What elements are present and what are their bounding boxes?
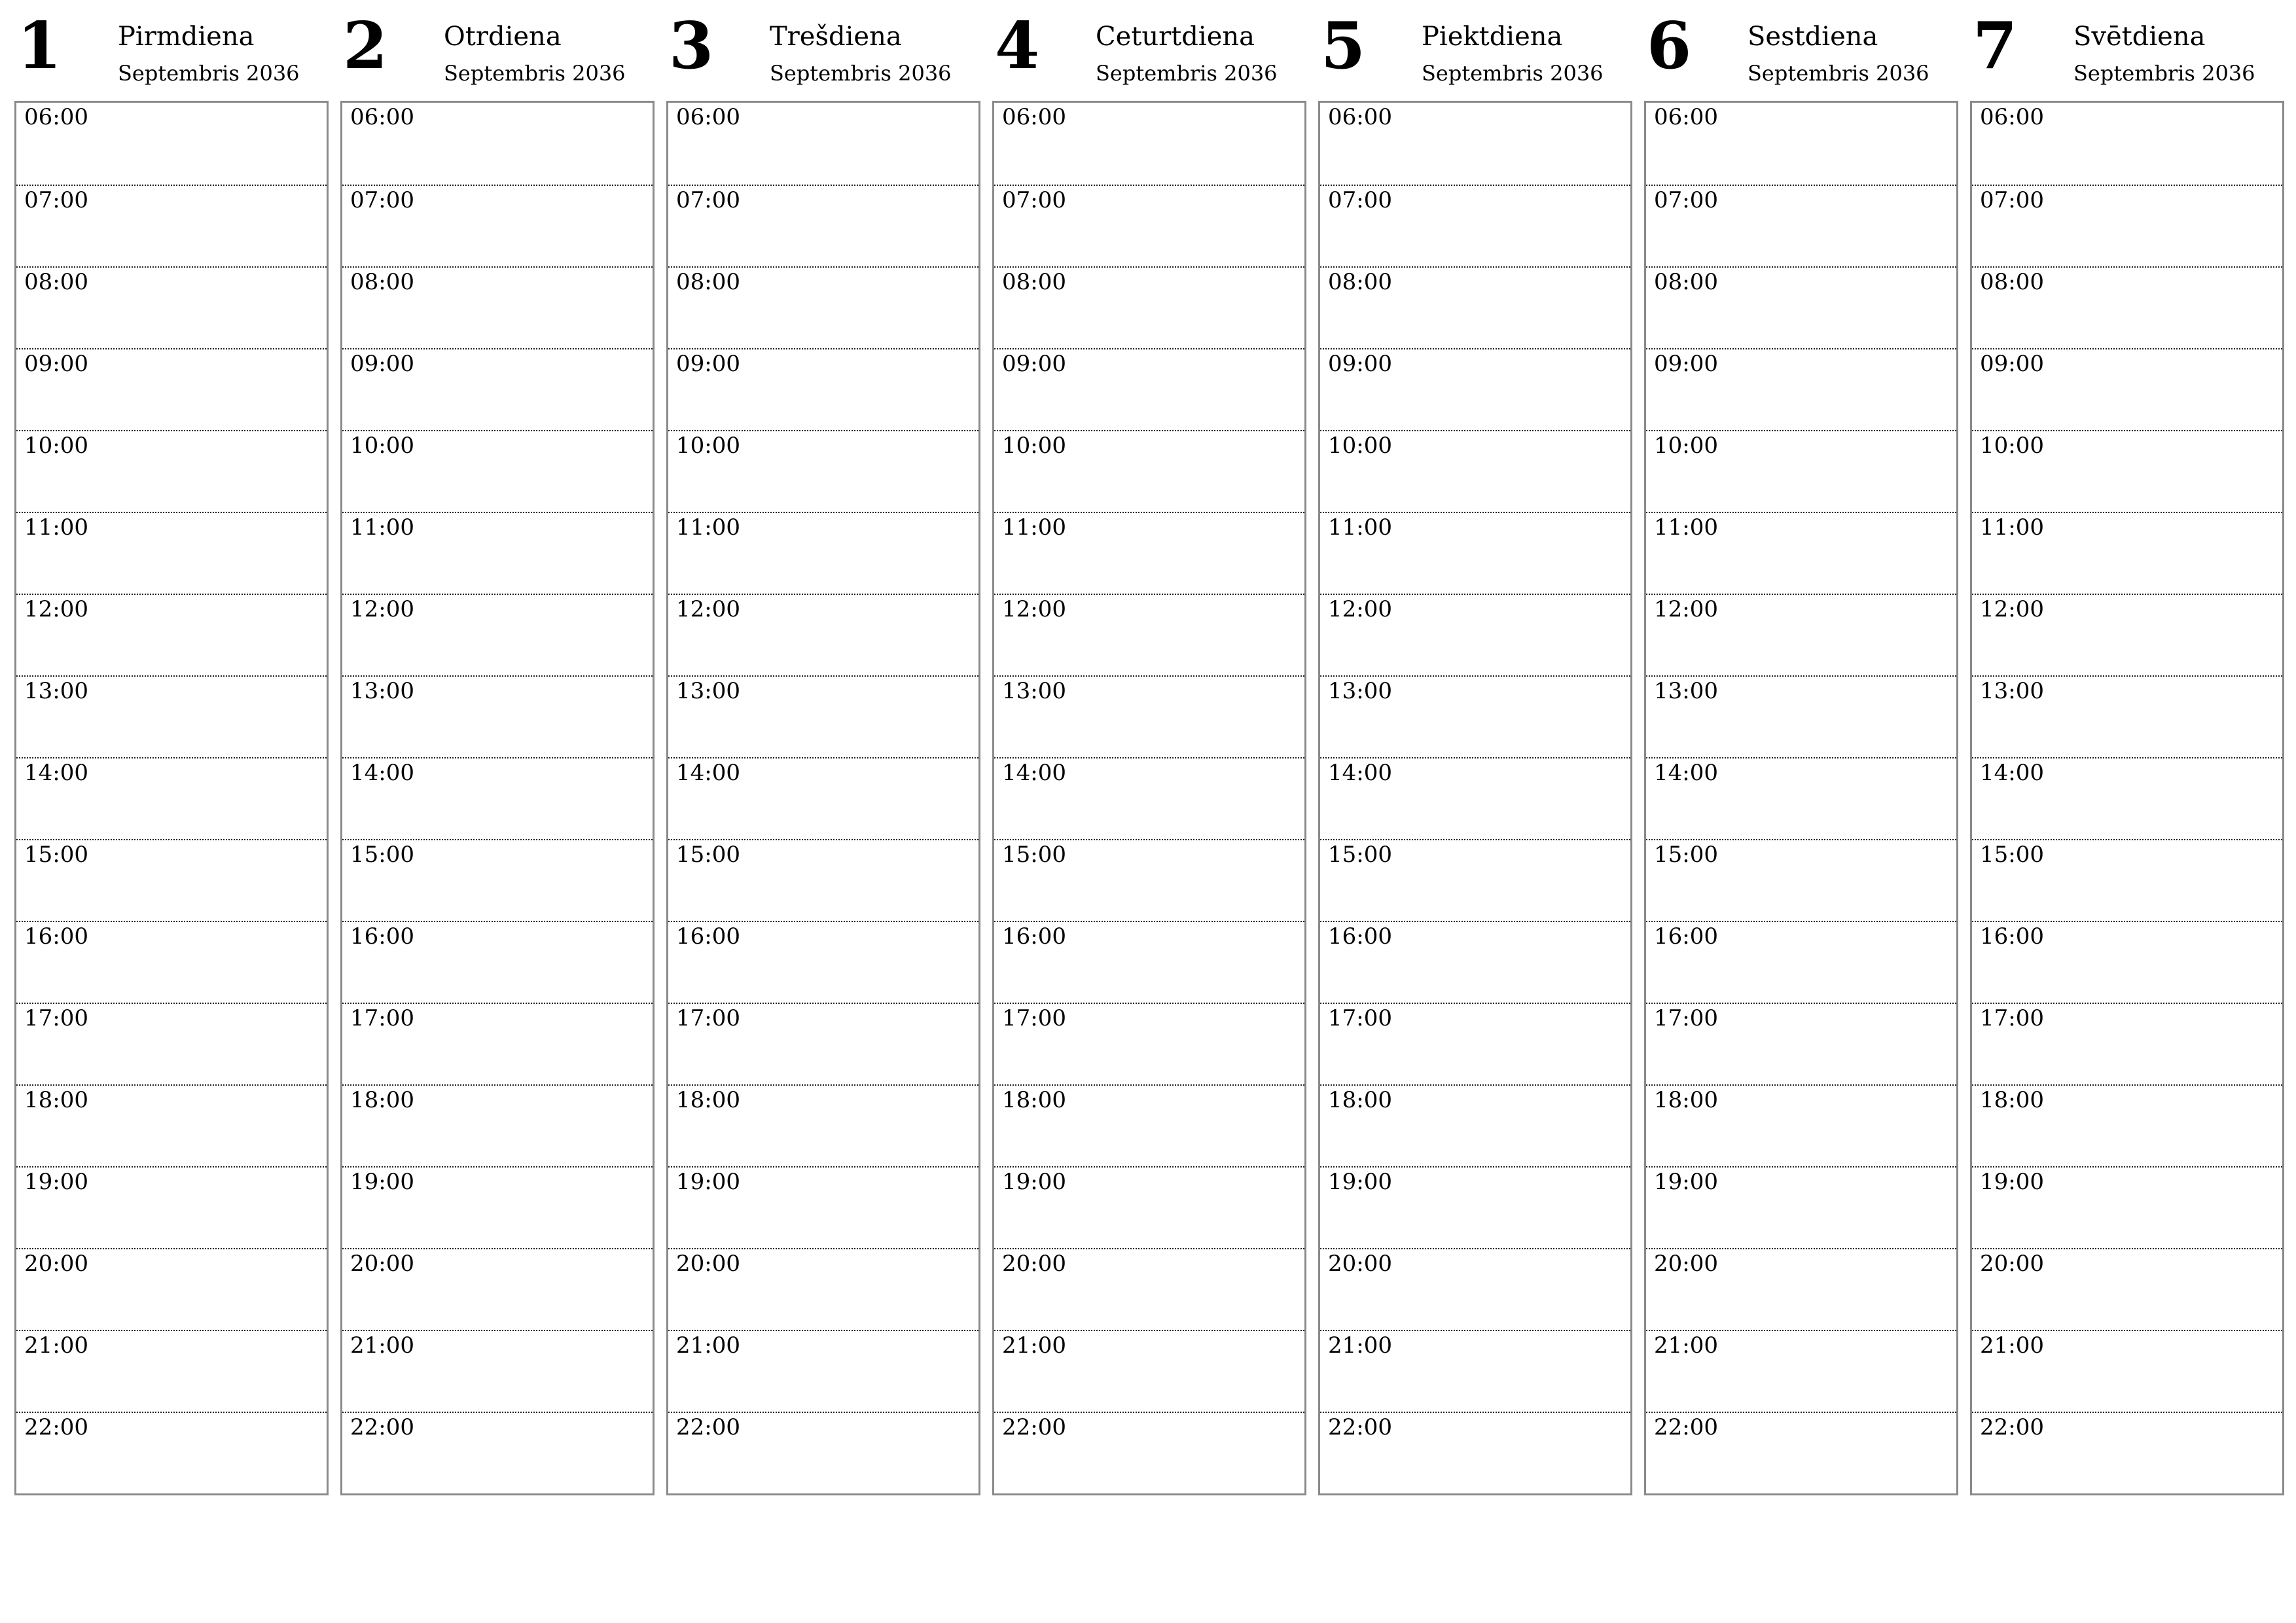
time-slot-label: 21:00 — [676, 1332, 740, 1359]
time-slot-label: 17:00 — [676, 1005, 740, 1031]
time-slot-label: 11:00 — [1980, 514, 2044, 541]
day-number: 2 — [343, 9, 388, 84]
day-column — [340, 0, 653, 1502]
time-slot-label: 20:00 — [1002, 1251, 1066, 1277]
time-slot-label: 11:00 — [1328, 514, 1392, 541]
time-slot — [1320, 921, 1630, 1003]
time-slot — [342, 266, 653, 348]
time-slot — [1320, 594, 1630, 675]
day-header — [1318, 0, 1631, 98]
day-name: Ceturtdiena — [1096, 22, 1255, 52]
time-slot-label: 20:00 — [1328, 1251, 1392, 1277]
time-slot — [16, 921, 327, 1003]
time-slot — [1646, 103, 1956, 185]
time-slot-label: 08:00 — [1980, 269, 2044, 295]
time-slot — [1972, 1330, 2282, 1412]
day-schedule-box — [1644, 101, 1958, 1495]
time-slot-label: 16:00 — [1002, 923, 1066, 950]
time-slot-label: 15:00 — [1654, 842, 1718, 868]
day-schedule-box — [992, 101, 1306, 1495]
weekly-planner — [14, 0, 2283, 1505]
time-slot-label: 16:00 — [1328, 923, 1392, 950]
time-slot — [994, 103, 1304, 185]
day-schedule-box — [1970, 101, 2284, 1495]
time-slot — [16, 1084, 327, 1166]
time-slot-label: 11:00 — [1002, 514, 1066, 541]
time-slot-label: 07:00 — [1980, 187, 2044, 213]
time-slot-label: 18:00 — [1654, 1087, 1718, 1113]
time-slot-label: 06:00 — [350, 104, 414, 130]
time-slot-label: 17:00 — [1002, 1005, 1066, 1031]
time-slot-label: 21:00 — [1654, 1332, 1718, 1359]
time-slot — [1320, 1084, 1630, 1166]
time-slot-label: 18:00 — [350, 1087, 414, 1113]
time-slot-label: 13:00 — [1328, 678, 1392, 704]
day-column — [14, 0, 327, 1502]
day-name: Sestdiena — [1748, 22, 1878, 52]
time-slot-label: 10:00 — [350, 433, 414, 459]
time-slot-label: 09:00 — [1654, 351, 1718, 377]
day-name: Trešdiena — [770, 22, 902, 52]
time-slot — [1972, 1412, 2282, 1493]
time-slot — [16, 675, 327, 757]
time-slot-label: 18:00 — [24, 1087, 88, 1113]
time-slot — [994, 512, 1304, 594]
day-month-label: Septembris 2036 — [118, 61, 300, 86]
time-slot — [994, 1330, 1304, 1412]
time-slot — [1646, 512, 1956, 594]
time-slot — [1646, 594, 1956, 675]
time-slot — [1646, 266, 1956, 348]
time-slot-label: 15:00 — [24, 842, 88, 868]
time-slot — [1646, 675, 1956, 757]
day-number: 1 — [17, 9, 62, 84]
time-slot — [668, 757, 978, 839]
day-header — [666, 0, 979, 98]
time-slot — [16, 839, 327, 921]
time-slot-label: 14:00 — [24, 760, 88, 786]
time-slot — [16, 266, 327, 348]
time-slot — [342, 1248, 653, 1330]
time-slot-label: 06:00 — [1654, 104, 1718, 130]
time-slot — [1972, 266, 2282, 348]
time-slot-label: 12:00 — [1002, 596, 1066, 622]
time-slot — [342, 757, 653, 839]
day-schedule-box — [1318, 101, 1632, 1495]
time-slot — [668, 1412, 978, 1493]
time-slot — [342, 512, 653, 594]
time-slot — [342, 103, 653, 185]
time-slot-label: 21:00 — [1328, 1332, 1392, 1359]
time-slot-label: 19:00 — [1654, 1169, 1718, 1195]
time-slot-label: 09:00 — [676, 351, 740, 377]
time-slot — [16, 1166, 327, 1248]
time-slot-label: 18:00 — [1328, 1087, 1392, 1113]
time-slot — [1320, 1330, 1630, 1412]
day-column — [1318, 0, 1631, 1502]
day-schedule-box — [340, 101, 655, 1495]
day-header — [14, 0, 327, 98]
time-slot-label: 11:00 — [24, 514, 88, 541]
time-slot-label: 10:00 — [1002, 433, 1066, 459]
time-slot-label: 09:00 — [1328, 351, 1392, 377]
time-slot-label: 16:00 — [350, 923, 414, 950]
time-slot — [1320, 839, 1630, 921]
time-slot-label: 08:00 — [350, 269, 414, 295]
time-slot-label: 21:00 — [24, 1332, 88, 1359]
time-slot-label: 19:00 — [350, 1169, 414, 1195]
time-slot-label: 07:00 — [1002, 187, 1066, 213]
time-slot-label: 09:00 — [350, 351, 414, 377]
day-header — [1644, 0, 1957, 98]
time-slot — [16, 512, 327, 594]
time-slot — [994, 266, 1304, 348]
time-slot-label: 18:00 — [1980, 1087, 2044, 1113]
time-slot — [1972, 1003, 2282, 1084]
time-slot — [994, 1248, 1304, 1330]
time-slot-label: 07:00 — [24, 187, 88, 213]
time-slot — [668, 1003, 978, 1084]
time-slot-label: 20:00 — [676, 1251, 740, 1277]
time-slot-label: 09:00 — [1980, 351, 2044, 377]
time-slot — [342, 1412, 653, 1493]
time-slot — [668, 1166, 978, 1248]
time-slot — [1320, 430, 1630, 512]
time-slot — [1320, 512, 1630, 594]
time-slot-label: 14:00 — [676, 760, 740, 786]
day-schedule-box — [666, 101, 980, 1495]
time-slot-label: 15:00 — [676, 842, 740, 868]
time-slot — [1320, 1003, 1630, 1084]
time-slot — [342, 348, 653, 430]
time-slot — [1972, 1084, 2282, 1166]
time-slot — [1972, 348, 2282, 430]
time-slot — [668, 266, 978, 348]
time-slot-label: 13:00 — [24, 678, 88, 704]
time-slot-label: 09:00 — [1002, 351, 1066, 377]
day-month-label: Septembris 2036 — [444, 61, 626, 86]
time-slot — [994, 1003, 1304, 1084]
time-slot — [1972, 1248, 2282, 1330]
time-slot — [668, 1084, 978, 1166]
time-slot — [668, 594, 978, 675]
time-slot-label: 08:00 — [1002, 269, 1066, 295]
time-slot — [1646, 1412, 1956, 1493]
time-slot-label: 12:00 — [1654, 596, 1718, 622]
time-slot — [994, 921, 1304, 1003]
time-slot — [1320, 348, 1630, 430]
time-slot — [1320, 675, 1630, 757]
time-slot-label: 07:00 — [676, 187, 740, 213]
time-slot — [994, 1166, 1304, 1248]
time-slot — [1320, 1248, 1630, 1330]
time-slot — [1320, 103, 1630, 185]
time-slot-label: 08:00 — [676, 269, 740, 295]
time-slot — [668, 185, 978, 266]
time-slot-label: 16:00 — [676, 923, 740, 950]
time-slot-label: 18:00 — [676, 1087, 740, 1113]
time-slot — [1972, 1166, 2282, 1248]
time-slot-label: 13:00 — [350, 678, 414, 704]
day-header — [992, 0, 1305, 98]
time-slot-label: 21:00 — [350, 1332, 414, 1359]
time-slot-label: 16:00 — [1654, 923, 1718, 950]
time-slot — [668, 103, 978, 185]
time-slot — [1972, 185, 2282, 266]
day-column — [1970, 0, 2283, 1502]
time-slot-label: 17:00 — [1654, 1005, 1718, 1031]
time-slot — [1646, 1166, 1956, 1248]
time-slot-label: 12:00 — [1328, 596, 1392, 622]
time-slot-label: 18:00 — [1002, 1087, 1066, 1113]
time-slot-label: 13:00 — [1654, 678, 1718, 704]
time-slot — [342, 1003, 653, 1084]
time-slot — [1646, 1248, 1956, 1330]
time-slot — [1646, 1003, 1956, 1084]
time-slot-label: 06:00 — [1980, 104, 2044, 130]
time-slot — [16, 757, 327, 839]
time-slot-label: 12:00 — [676, 596, 740, 622]
time-slot-label: 19:00 — [24, 1169, 88, 1195]
time-slot-label: 17:00 — [1328, 1005, 1392, 1031]
time-slot-label: 07:00 — [350, 187, 414, 213]
time-slot — [1320, 1166, 1630, 1248]
time-slot — [1972, 675, 2282, 757]
time-slot-label: 22:00 — [1002, 1414, 1066, 1440]
time-slot-label: 13:00 — [1980, 678, 2044, 704]
time-slot — [1320, 266, 1630, 348]
time-slot-label: 22:00 — [350, 1414, 414, 1440]
time-slot-label: 17:00 — [24, 1005, 88, 1031]
time-slot — [342, 675, 653, 757]
time-slot — [1972, 594, 2282, 675]
day-number: 7 — [1973, 9, 2018, 84]
time-slot — [16, 1330, 327, 1412]
day-number: 3 — [669, 9, 714, 84]
time-slot — [1646, 430, 1956, 512]
time-slot — [994, 348, 1304, 430]
day-month-label: Septembris 2036 — [1748, 61, 1929, 86]
day-name: Otrdiena — [444, 22, 562, 52]
time-slot-label: 15:00 — [350, 842, 414, 868]
time-slot-label: 15:00 — [1328, 842, 1392, 868]
time-slot — [16, 594, 327, 675]
time-slot-label: 21:00 — [1002, 1332, 1066, 1359]
time-slot-label: 16:00 — [24, 923, 88, 950]
time-slot-label: 22:00 — [1654, 1414, 1718, 1440]
time-slot-label: 19:00 — [676, 1169, 740, 1195]
time-slot — [994, 430, 1304, 512]
time-slot — [342, 430, 653, 512]
time-slot — [16, 1003, 327, 1084]
time-slot-label: 16:00 — [1980, 923, 2044, 950]
day-header — [1970, 0, 2283, 98]
time-slot-label: 22:00 — [1328, 1414, 1392, 1440]
time-slot-label: 20:00 — [1654, 1251, 1718, 1277]
time-slot-label: 10:00 — [1980, 433, 2044, 459]
time-slot-label: 10:00 — [24, 433, 88, 459]
time-slot-label: 06:00 — [1002, 104, 1066, 130]
time-slot-label: 13:00 — [676, 678, 740, 704]
time-slot-label: 10:00 — [1654, 433, 1718, 459]
day-name: Svētdiena — [2073, 22, 2206, 52]
time-slot-label: 19:00 — [1002, 1169, 1066, 1195]
time-slot-label: 11:00 — [676, 514, 740, 541]
time-slot-label: 09:00 — [24, 351, 88, 377]
time-slot-label: 14:00 — [1002, 760, 1066, 786]
time-slot — [668, 1248, 978, 1330]
time-slot-label: 06:00 — [676, 104, 740, 130]
day-name: Piektdiena — [1422, 22, 1563, 52]
time-slot-label: 21:00 — [1980, 1332, 2044, 1359]
time-slot — [16, 185, 327, 266]
time-slot — [668, 921, 978, 1003]
time-slot-label: 19:00 — [1980, 1169, 2044, 1195]
time-slot-label: 07:00 — [1654, 187, 1718, 213]
time-slot-label: 22:00 — [1980, 1414, 2044, 1440]
time-slot — [1320, 757, 1630, 839]
time-slot-label: 08:00 — [1328, 269, 1392, 295]
time-slot — [994, 185, 1304, 266]
time-slot-label: 15:00 — [1980, 842, 2044, 868]
time-slot — [16, 348, 327, 430]
time-slot-label: 12:00 — [350, 596, 414, 622]
time-slot — [668, 675, 978, 757]
time-slot-label: 14:00 — [1328, 760, 1392, 786]
time-slot — [1972, 512, 2282, 594]
time-slot — [994, 839, 1304, 921]
time-slot-label: 06:00 — [24, 104, 88, 130]
time-slot — [342, 839, 653, 921]
time-slot — [1646, 348, 1956, 430]
time-slot-label: 22:00 — [24, 1414, 88, 1440]
time-slot — [1972, 839, 2282, 921]
day-number: 4 — [995, 9, 1040, 84]
time-slot-label: 17:00 — [1980, 1005, 2044, 1031]
time-slot — [994, 757, 1304, 839]
time-slot-label: 17:00 — [350, 1005, 414, 1031]
time-slot — [994, 1412, 1304, 1493]
time-slot-label: 14:00 — [350, 760, 414, 786]
time-slot — [342, 921, 653, 1003]
time-slot-label: 20:00 — [350, 1251, 414, 1277]
day-month-label: Septembris 2036 — [2073, 61, 2255, 86]
time-slot-label: 08:00 — [24, 269, 88, 295]
time-slot — [1646, 757, 1956, 839]
time-slot — [994, 1084, 1304, 1166]
time-slot-label: 11:00 — [350, 514, 414, 541]
time-slot — [1320, 185, 1630, 266]
time-slot — [668, 839, 978, 921]
time-slot-label: 06:00 — [1328, 104, 1392, 130]
time-slot-label: 22:00 — [676, 1414, 740, 1440]
day-column — [992, 0, 1305, 1502]
time-slot-label: 20:00 — [1980, 1251, 2044, 1277]
time-slot — [16, 1248, 327, 1330]
time-slot — [668, 512, 978, 594]
time-slot-label: 08:00 — [1654, 269, 1718, 295]
time-slot-label: 14:00 — [1980, 760, 2044, 786]
day-month-label: Septembris 2036 — [1422, 61, 1604, 86]
day-column — [1644, 0, 1957, 1502]
time-slot — [342, 594, 653, 675]
time-slot — [994, 594, 1304, 675]
day-name: Pirmdiena — [118, 22, 255, 52]
time-slot-label: 10:00 — [676, 433, 740, 459]
time-slot — [342, 1166, 653, 1248]
day-number: 6 — [1647, 9, 1692, 84]
time-slot-label: 19:00 — [1328, 1169, 1392, 1195]
day-header — [340, 0, 653, 98]
time-slot — [668, 430, 978, 512]
time-slot — [1972, 757, 2282, 839]
day-schedule-box — [14, 101, 329, 1495]
time-slot — [16, 1412, 327, 1493]
time-slot — [342, 185, 653, 266]
time-slot-label: 15:00 — [1002, 842, 1066, 868]
time-slot — [16, 103, 327, 185]
time-slot — [1646, 185, 1956, 266]
day-column — [666, 0, 979, 1502]
time-slot — [1646, 1084, 1956, 1166]
time-slot — [1646, 1330, 1956, 1412]
time-slot — [1972, 103, 2282, 185]
time-slot-label: 20:00 — [24, 1251, 88, 1277]
time-slot-label: 12:00 — [24, 596, 88, 622]
time-slot — [16, 430, 327, 512]
time-slot — [342, 1330, 653, 1412]
time-slot — [1646, 921, 1956, 1003]
time-slot-label: 11:00 — [1654, 514, 1718, 541]
time-slot — [1646, 839, 1956, 921]
time-slot-label: 07:00 — [1328, 187, 1392, 213]
time-slot — [668, 348, 978, 430]
time-slot-label: 14:00 — [1654, 760, 1718, 786]
time-slot — [342, 1084, 653, 1166]
time-slot — [668, 1330, 978, 1412]
time-slot — [1320, 1412, 1630, 1493]
time-slot-label: 10:00 — [1328, 433, 1392, 459]
day-number: 5 — [1321, 9, 1366, 84]
time-slot — [1972, 430, 2282, 512]
day-month-label: Septembris 2036 — [1096, 61, 1278, 86]
time-slot-label: 12:00 — [1980, 596, 2044, 622]
time-slot — [1972, 921, 2282, 1003]
day-month-label: Septembris 2036 — [770, 61, 952, 86]
time-slot-label: 13:00 — [1002, 678, 1066, 704]
time-slot — [994, 675, 1304, 757]
